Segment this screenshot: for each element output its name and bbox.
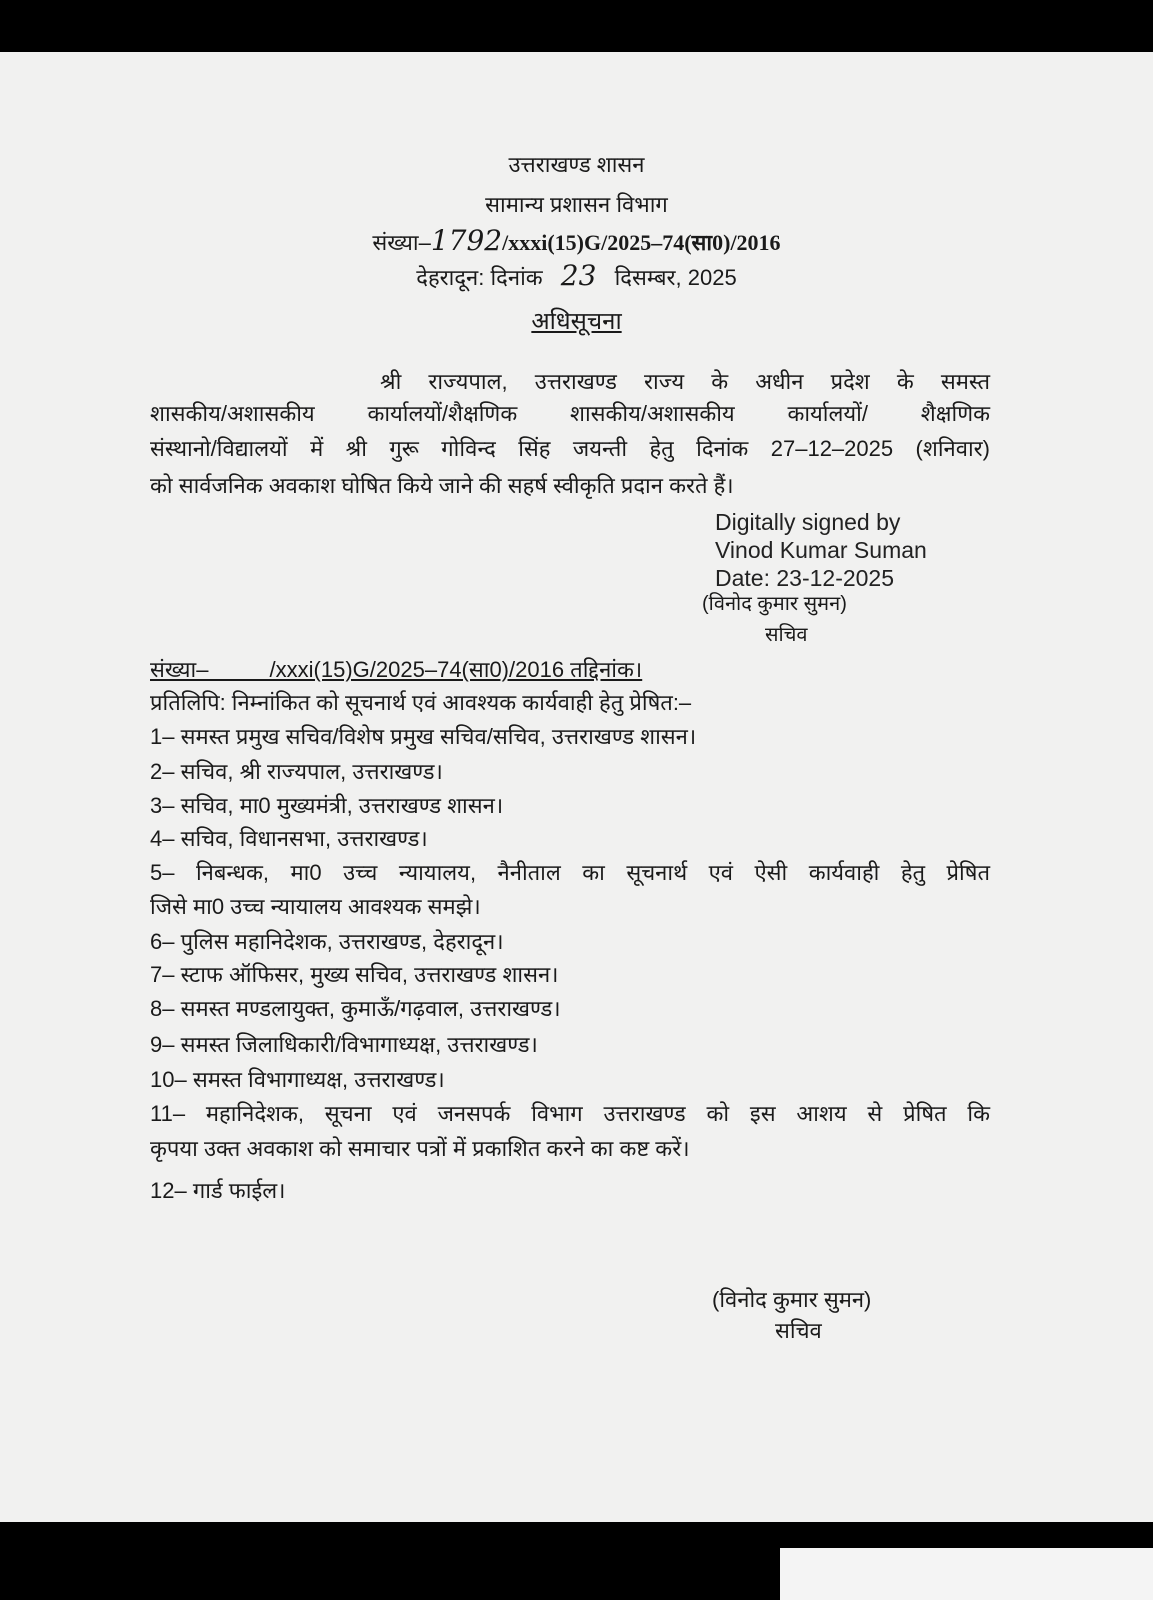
place-date-prefix: देहरादून: दिनांक [416, 265, 543, 290]
footer-signatory-designation: सचिव [775, 1318, 822, 1343]
handwritten-number: 1792 [430, 224, 503, 257]
copy-item-8: 8– समस्त मण्डलायुक्त, कुमाऊँ/गढ़वाल, उत्तराखण्ड। [150, 996, 561, 1021]
body-line-3: संस्थानो/विद्यालयों में श्री गुरू गोविन्द सिंह जयन्ती हेतु दिनांक 27–12–2025 (शनिवार) [150, 436, 990, 461]
copy-item-9: 9– समस्त जिलाधिकारी/विभागाध्यक्ष, उत्तराखण्ड। [150, 1032, 538, 1057]
body-line-4: को सार्वजनिक अवकाश घोषित किये जाने की सहर्ष स्वीकृति प्रदान करते हैं। [150, 473, 734, 498]
digital-signature-line-3: Date: 23-12-2025 [715, 565, 895, 591]
copy-item-4: 4– सचिव, विधानसभा, उत्तराखण्ड। [150, 826, 428, 851]
footer-signatory-name: (विनोद कुमार सुमन) [712, 1287, 872, 1312]
copy-item-6: 6– पुलिस महानिदेशक, उत्तराखण्ड, देहरादून। [150, 929, 504, 954]
copy-item-12: 12– गार्ड फाईल। [150, 1178, 286, 1203]
copy-item-2: 2– सचिव, श्री राज्यपाल, उत्तराखण्ड। [150, 759, 443, 784]
bottom-strip [780, 1548, 1153, 1600]
digital-signature-line-1: Digitally signed by [715, 509, 901, 535]
copy-item-7: 7– स्टाफ ऑफिसर, मुख्य सचिव, उत्तराखण्ड शासन। [150, 962, 559, 987]
notification-number [0, 224, 1153, 257]
body-line-2: शासकीय/अशासकीय कार्यालयों/शैक्षणिक शासकीय/अशासकीय कार्यालयों/ शैक्षणिक [150, 401, 990, 426]
copy-intro: प्रतिलिपि: निम्नांकित को सूचनार्थ एवं आवश्यक कार्यवाही हेतु प्रेषित:– [150, 690, 692, 715]
signatory-name: (विनोद कुमार सुमन) [702, 593, 847, 615]
copy-item-5-line-1: 5– निबन्धक, मा0 उच्च न्यायालय, नैनीताल का सूचनार्थ एवं ऐसी कार्यवाही हेतु प्रेषित [150, 860, 990, 885]
number-suffix: /xxxi(15)G/2025–74(सा0)/2016 [502, 230, 781, 255]
copy-item-11-line-1: 11– महानिदेशक, सूचना एवं जनसपर्क विभाग उत्तराखण्ड को इस आशय से प्रेषित कि [150, 1101, 990, 1126]
government-name: उत्तराखण्ड शासन [508, 152, 645, 177]
body-line-1: श्री राज्यपाल, उत्तराखण्ड राज्य के अधीन प्रदेश के समस्त [380, 369, 990, 394]
copy-item-11-line-2: कृपया उक्त अवकाश को समाचार पत्रों में प्रकाशित करने का कष्ट करें। [150, 1136, 690, 1161]
document-title: अधिसूचना [531, 308, 622, 335]
place-date [0, 259, 1153, 292]
handwritten-date: 23 [560, 259, 597, 292]
copy-item-5-line-2: जिसे मा0 उच्च न्यायालय आवश्यक समझे। [150, 894, 481, 919]
digital-signature-line-2: Vinod Kumar Suman [715, 537, 927, 563]
department-name: सामान्य प्रशासन विभाग [485, 192, 668, 217]
copy-item-10: 10– समस्त विभागाध्यक्ष, उत्तराखण्ड। [150, 1067, 445, 1092]
number-prefix: संख्या– [372, 230, 431, 255]
copy-number-line: संख्या– /xxxi(15)G/2025–74(सा0)/2016 तद्दिनांक। [150, 657, 643, 682]
place-date-suffix: दिसम्बर, 2025 [614, 265, 737, 290]
copy-item-1: 1– समस्त प्रमुख सचिव/विशेष प्रमुख सचिव/सचिव, उत्तराखण्ड शासन। [150, 724, 697, 749]
signatory-designation: सचिव [765, 624, 808, 646]
copy-item-3: 3– सचिव, मा0 मुख्यमंत्री, उत्तराखण्ड शासन। [150, 793, 504, 818]
